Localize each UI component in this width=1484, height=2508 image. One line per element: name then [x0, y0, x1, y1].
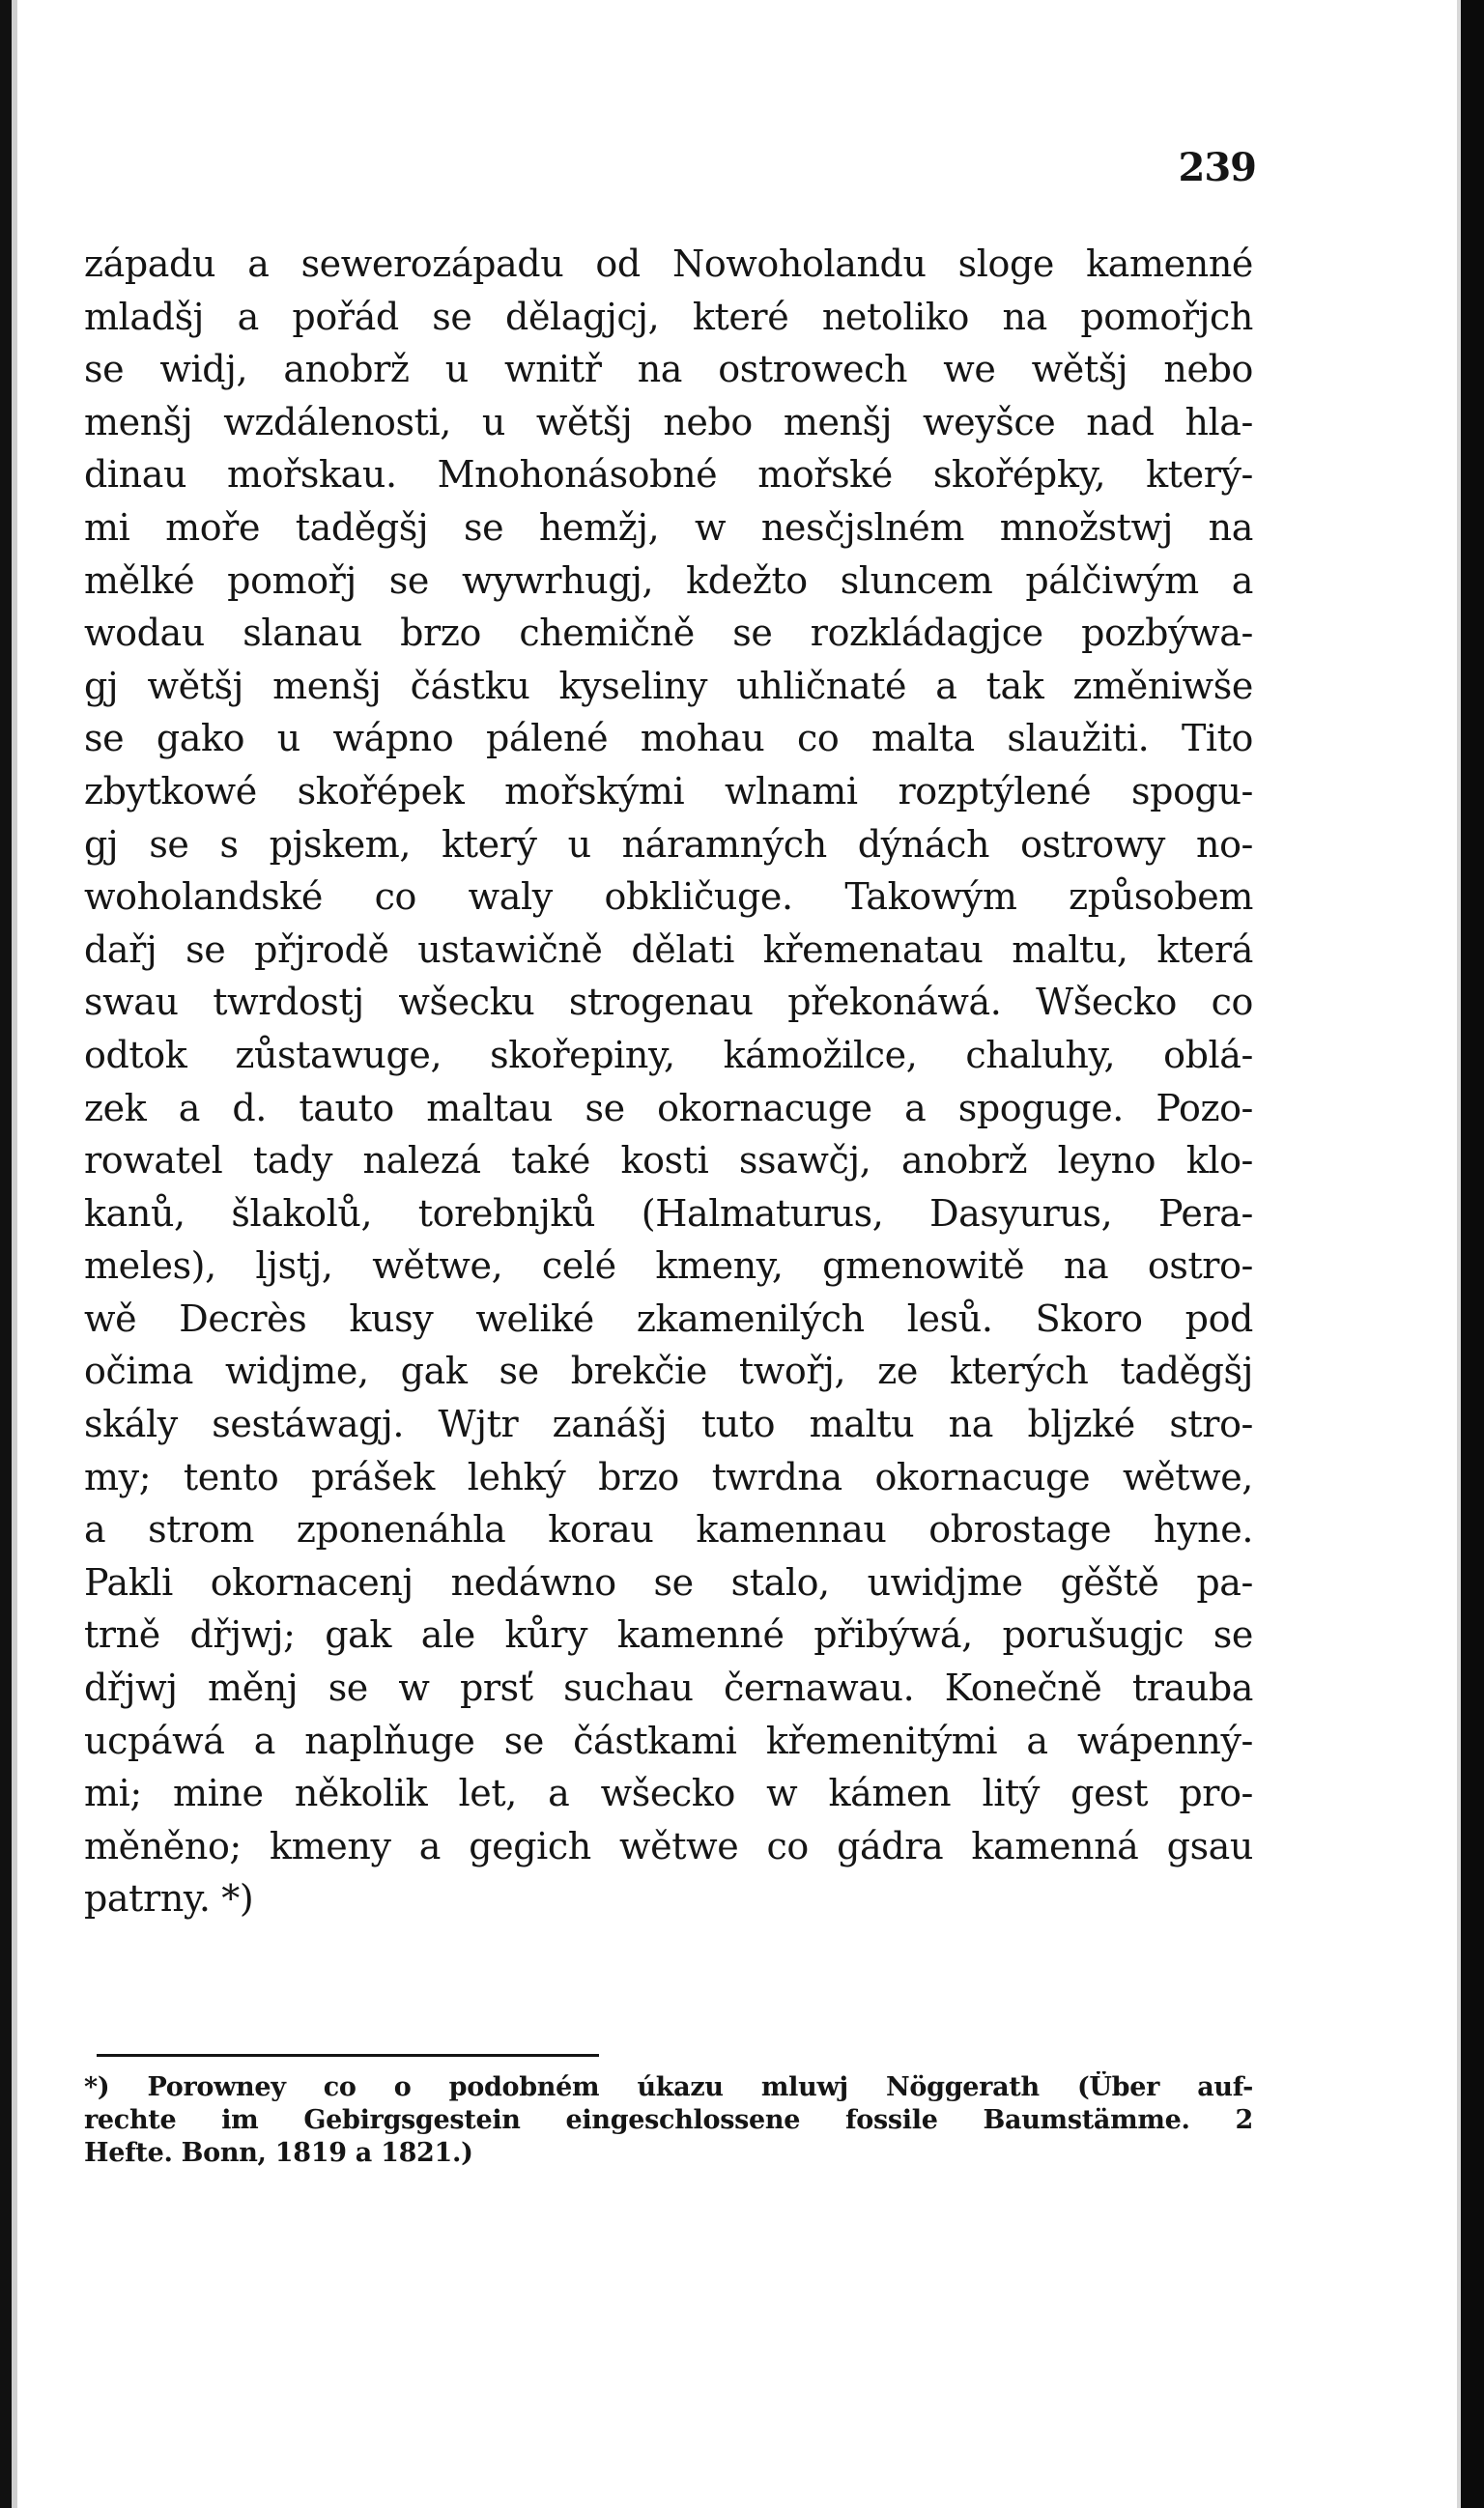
text-line: kanů, šlakolů, torebnjků (Halmaturus, Dasyurus, Pera-: [84, 1191, 1253, 1235]
text-line: wodau slanau brzo chemičně se rozkládagjce pozbýwa-: [84, 612, 1253, 655]
text-line: wě Decrès kusy weliké zkamenilých lesů. Skoro pod: [84, 1297, 1253, 1340]
text-line: dařj se přjrodě ustawičně dělati křemenatau maltu, která: [84, 927, 1253, 971]
text-line: menšj wzdálenosti, u wětšj nebo menšj weyšce nad hla-: [84, 400, 1253, 443]
footnote-line-last: Hefte. Bonn, 1819 a 1821.): [84, 2138, 473, 2168]
text-line: trně dřjwj; gak ale kůry kamenné přibýwá, porušugjc se: [84, 1613, 1253, 1657]
text-line: gj wětšj menšj částku kyseliny uhličnaté a tak změniwše: [84, 664, 1253, 707]
scan-border-left-shadow: [12, 0, 17, 2508]
text-line-last: patrny. *): [84, 1877, 254, 1921]
text-line: mi; mine několik let, a wšecko w kámen litý gest pro-: [84, 1772, 1253, 1815]
text-line: my; tento prášek lehký brzo twrdna okornacuge wětwe,: [84, 1455, 1253, 1498]
text-line: rowatel tady nalezá také kosti ssawčj, anobrž leyno klo-: [84, 1139, 1253, 1183]
page-number: 239: [1178, 145, 1256, 190]
text-line: a strom zponenáhla korau kamennau obrostage hyne.: [84, 1508, 1253, 1552]
scan-border-right: [1461, 0, 1484, 2508]
body-text: [84, 238, 1253, 1925]
text-line: se gako u wápno pálené mohau co malta slaužiti. Tito: [84, 717, 1253, 760]
footnote-divider: [97, 2054, 599, 2057]
text-line: skály sestáwagj. Wjtr zanášj tuto maltu na bljzké stro-: [84, 1403, 1253, 1446]
text-line: mělké pomořj se wywrhugj, kdežto sluncem pálčiwým a: [84, 558, 1253, 602]
text-line: mladšj a pořád se dělagjcj, které netoliko na pomořjch: [84, 295, 1253, 338]
text-line: očima widjme, gak se brekčie twořj, ze kterých taděgšj: [84, 1350, 1253, 1393]
footnote-line: rechte im Gebirgsgestein eingeschlossene fossile Baumstämme. 2: [84, 2105, 1253, 2135]
text-line: zbytkowé skořépek mořskými wlnami rozptýlené spogu-: [84, 769, 1253, 812]
text-line: ucpáwá a naplňuge se částkami křemenitými a wápenný-: [84, 1719, 1253, 1762]
footnote-line: *) Porowney co o podobném úkazu mluwj Nöggerath (Über auf-: [84, 2072, 1253, 2102]
text-line: odtok zůstawuge, skořepiny, kámožilce, chaluhy, oblá-: [84, 1033, 1253, 1076]
text-line: dinau mořskau. Mnohonásobné mořské skořépky, který-: [84, 453, 1253, 497]
text-line: se widj, anobrž u wnitř na ostrowech we wětšj nebo: [84, 348, 1253, 391]
text-line: měněno; kmeny a gegich wětwe co gádra kamenná gsau: [84, 1824, 1253, 1867]
text-line: swau twrdostj wšecku strogenau překonáwá. Wšecko co: [84, 981, 1253, 1024]
text-line: mi moře taděgšj se hemžj, w nesčjslném množstwj na: [84, 505, 1253, 549]
text-line: gj se s pjskem, který u náramných dýnách ostrowy no-: [84, 822, 1253, 866]
text-line: dřjwj měnj se w prsť suchau černawau. Konečně trauba: [84, 1667, 1253, 1710]
text-line: zek a d. tauto maltau se okornacuge a spoguge. Pozo-: [84, 1086, 1253, 1129]
text-line: Pakli okornacenj nedáwno se stalo, uwidjme gěště pa-: [84, 1560, 1253, 1604]
scan-border-left: [0, 0, 12, 2508]
text-line: woholandské co waly obkličuge. Takowým způsobem: [84, 875, 1253, 919]
footnote: [84, 2071, 1253, 2170]
scan-border-right-shadow: [1457, 0, 1461, 2508]
text-line: západu a sewerozápadu od Nowoholandu sloge kamenné: [84, 242, 1253, 285]
text-line: meles), ljstj, wětwe, celé kmeny, gmenowitě na ostro-: [84, 1244, 1253, 1288]
